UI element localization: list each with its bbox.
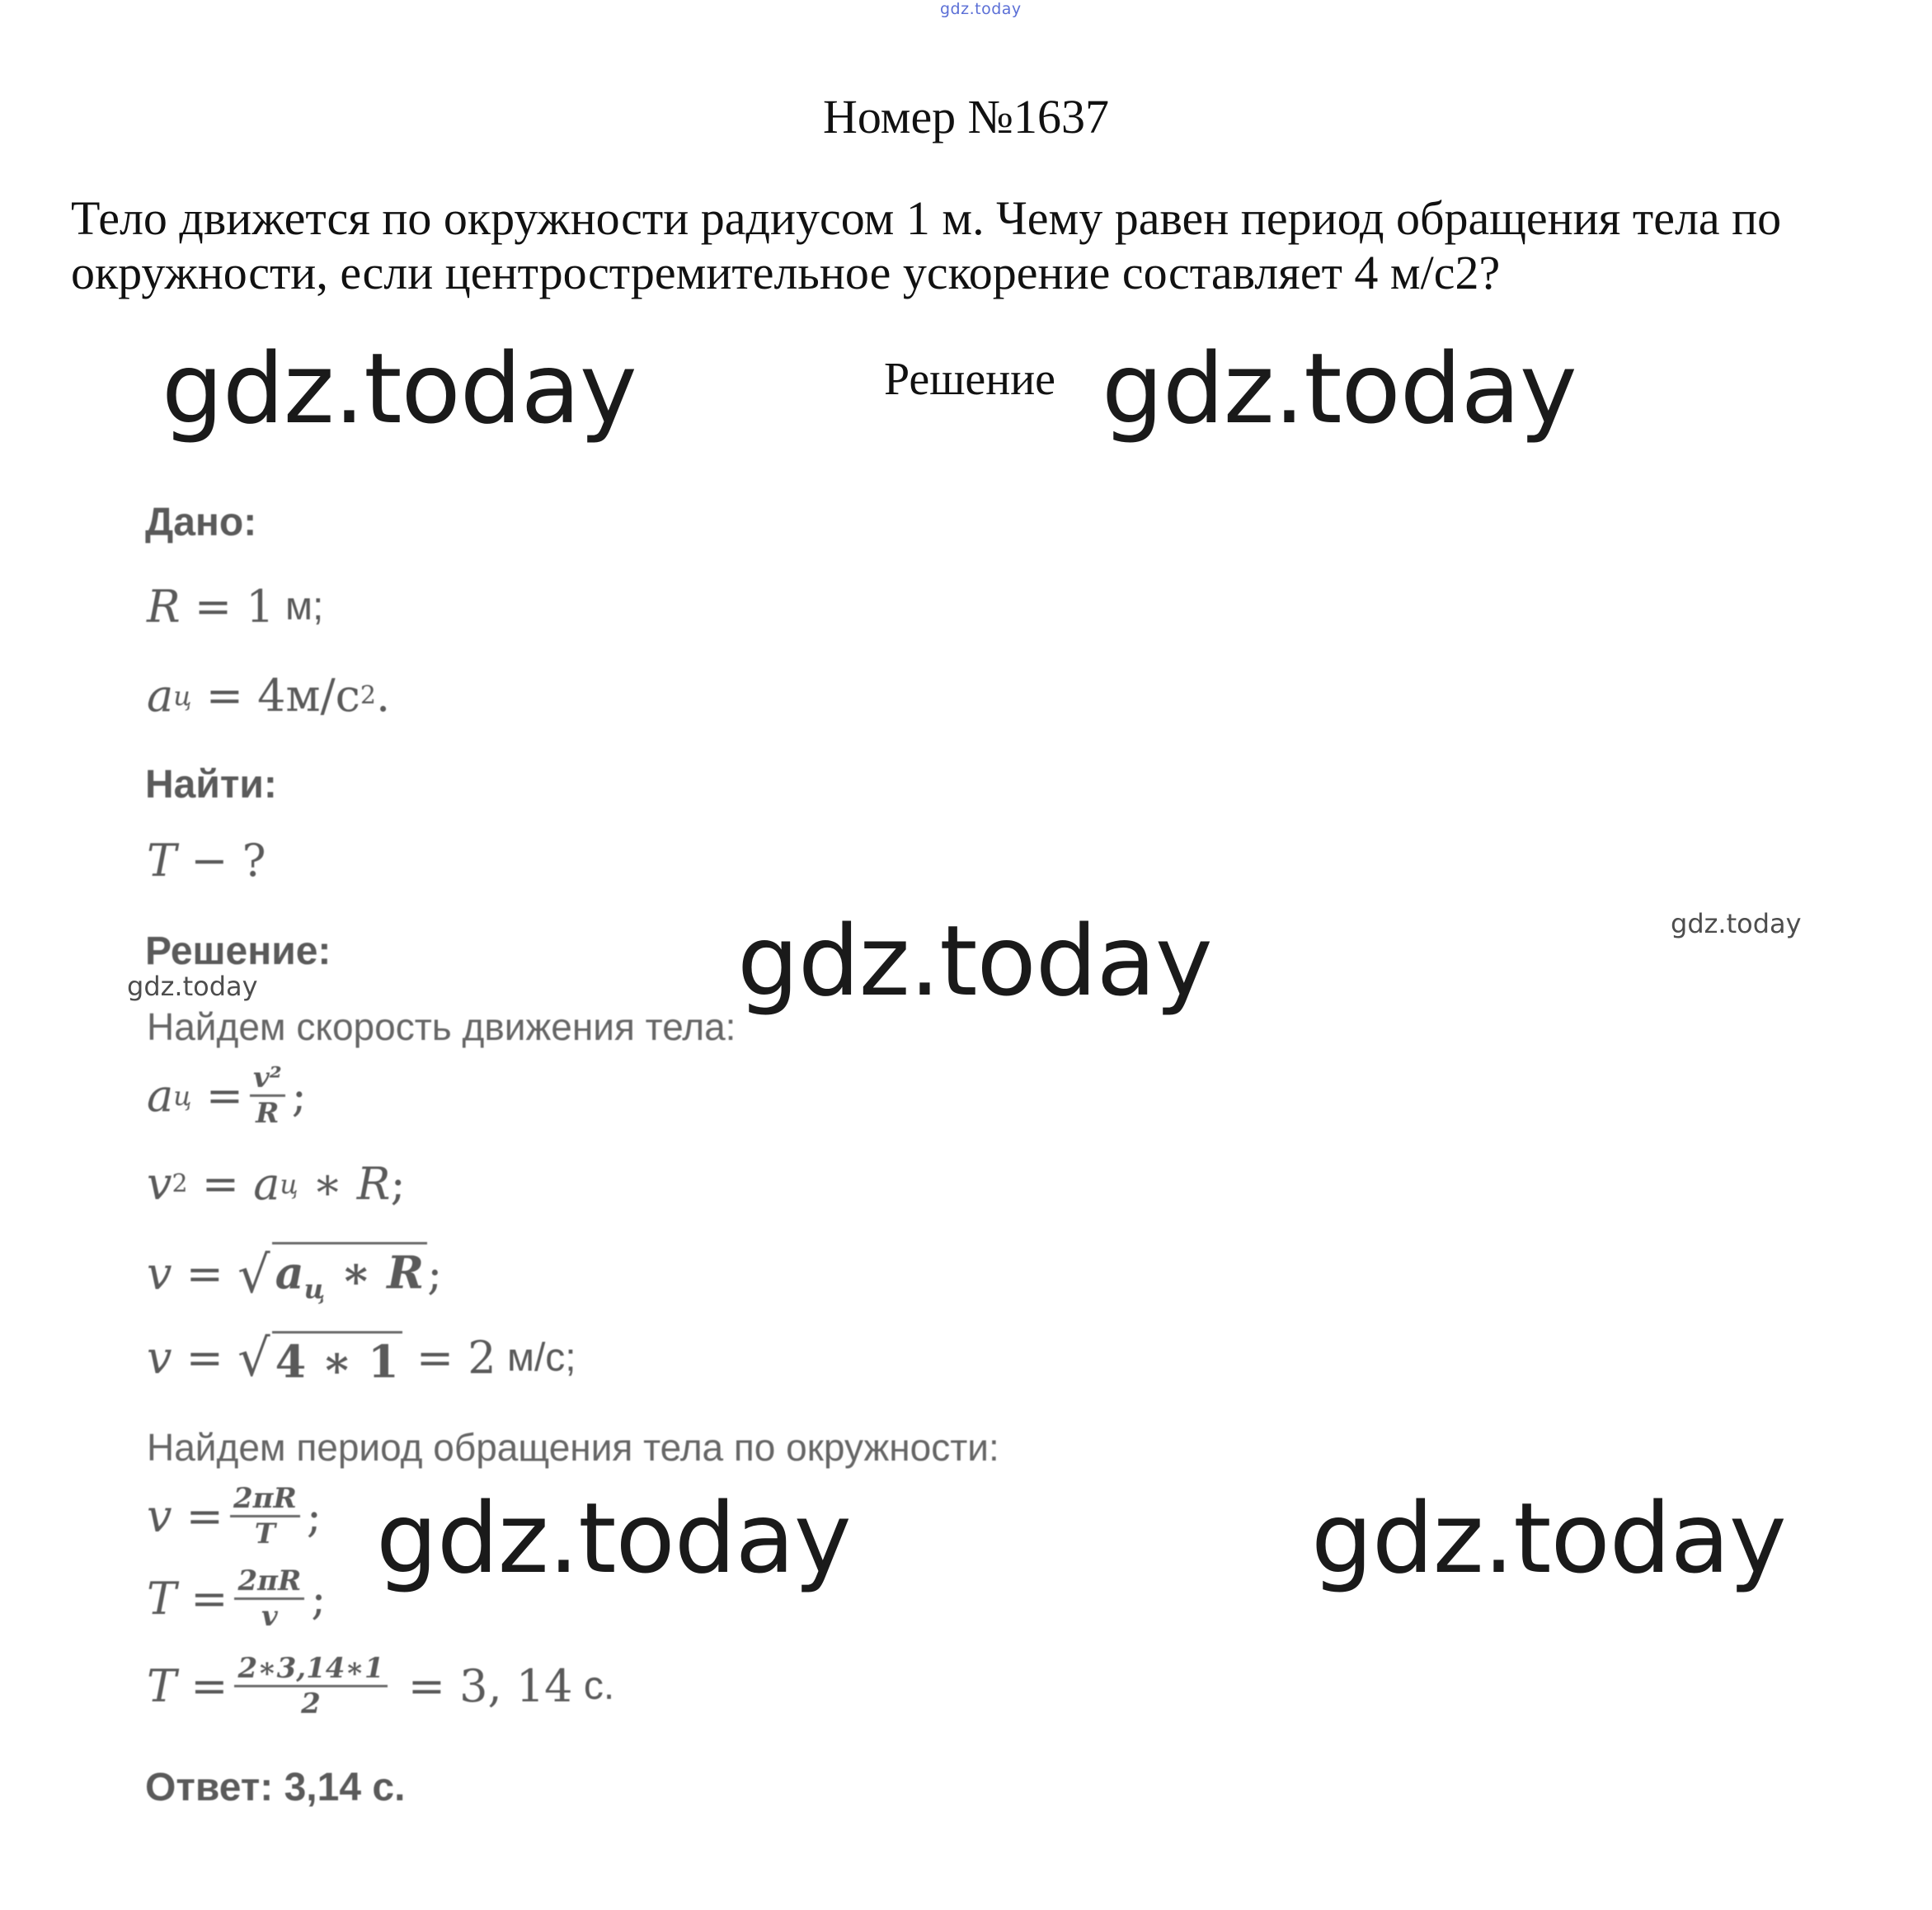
- watermark-small: gdz.today: [127, 971, 258, 1002]
- watermark-large: gdz.today: [1102, 332, 1577, 445]
- formula-period: T = $\frac{2\pi R}{v}$ ;: [147, 1564, 327, 1633]
- formula-v-value: v = √ 4 ∗ 1 = 2 м/с;: [147, 1328, 576, 1388]
- watermark-large: gdz.today: [737, 904, 1212, 1018]
- given-label: Дано:: [145, 501, 257, 544]
- page-title: Номер №1637: [822, 90, 1110, 143]
- formula-v-squared: v 2 = a ц ∗ R ;: [147, 1158, 406, 1210]
- formula-v-period: v = $\frac{2\pi R}{T}$ ;: [147, 1482, 322, 1550]
- formula-period-value: T = $\frac{2∗3,14∗1}{2}$ = 3, 14 с.: [147, 1652, 615, 1720]
- answer-text: Ответ: 3,14 с.: [145, 1766, 406, 1809]
- solution-label: Решение:: [145, 929, 331, 973]
- step2-text: Найдем период обращения тела по окружности:: [147, 1426, 999, 1469]
- watermark-large: gdz.today: [376, 1481, 851, 1595]
- top-watermark: gdz.today: [940, 0, 1022, 18]
- find-period: T − ?: [147, 835, 266, 887]
- solution-heading: Решение: [884, 354, 1056, 405]
- step1-text: Найдем скорость движения тела:: [147, 1005, 736, 1048]
- watermark-large: gdz.today: [162, 332, 637, 445]
- formula-centripetal: a ц = $\frac{\text{v²}}{R}$ ;: [147, 1061, 307, 1130]
- problem-text: Тело движется по окружности радиусом 1 м. Чему равен период обращения тела по окружности, если центростремительное ускорение составляет 4 м/с2?: [71, 191, 1782, 299]
- given-radius: R = 1 м;: [147, 581, 324, 633]
- watermark-small: gdz.today: [1671, 908, 1802, 939]
- formula-v: v = √ $a_ц$ ∗ R ;: [147, 1242, 442, 1305]
- given-acceleration: a ц = 4м/с 2 .: [147, 670, 391, 722]
- watermark-large: gdz.today: [1311, 1481, 1786, 1595]
- find-label: Найти:: [145, 763, 277, 807]
